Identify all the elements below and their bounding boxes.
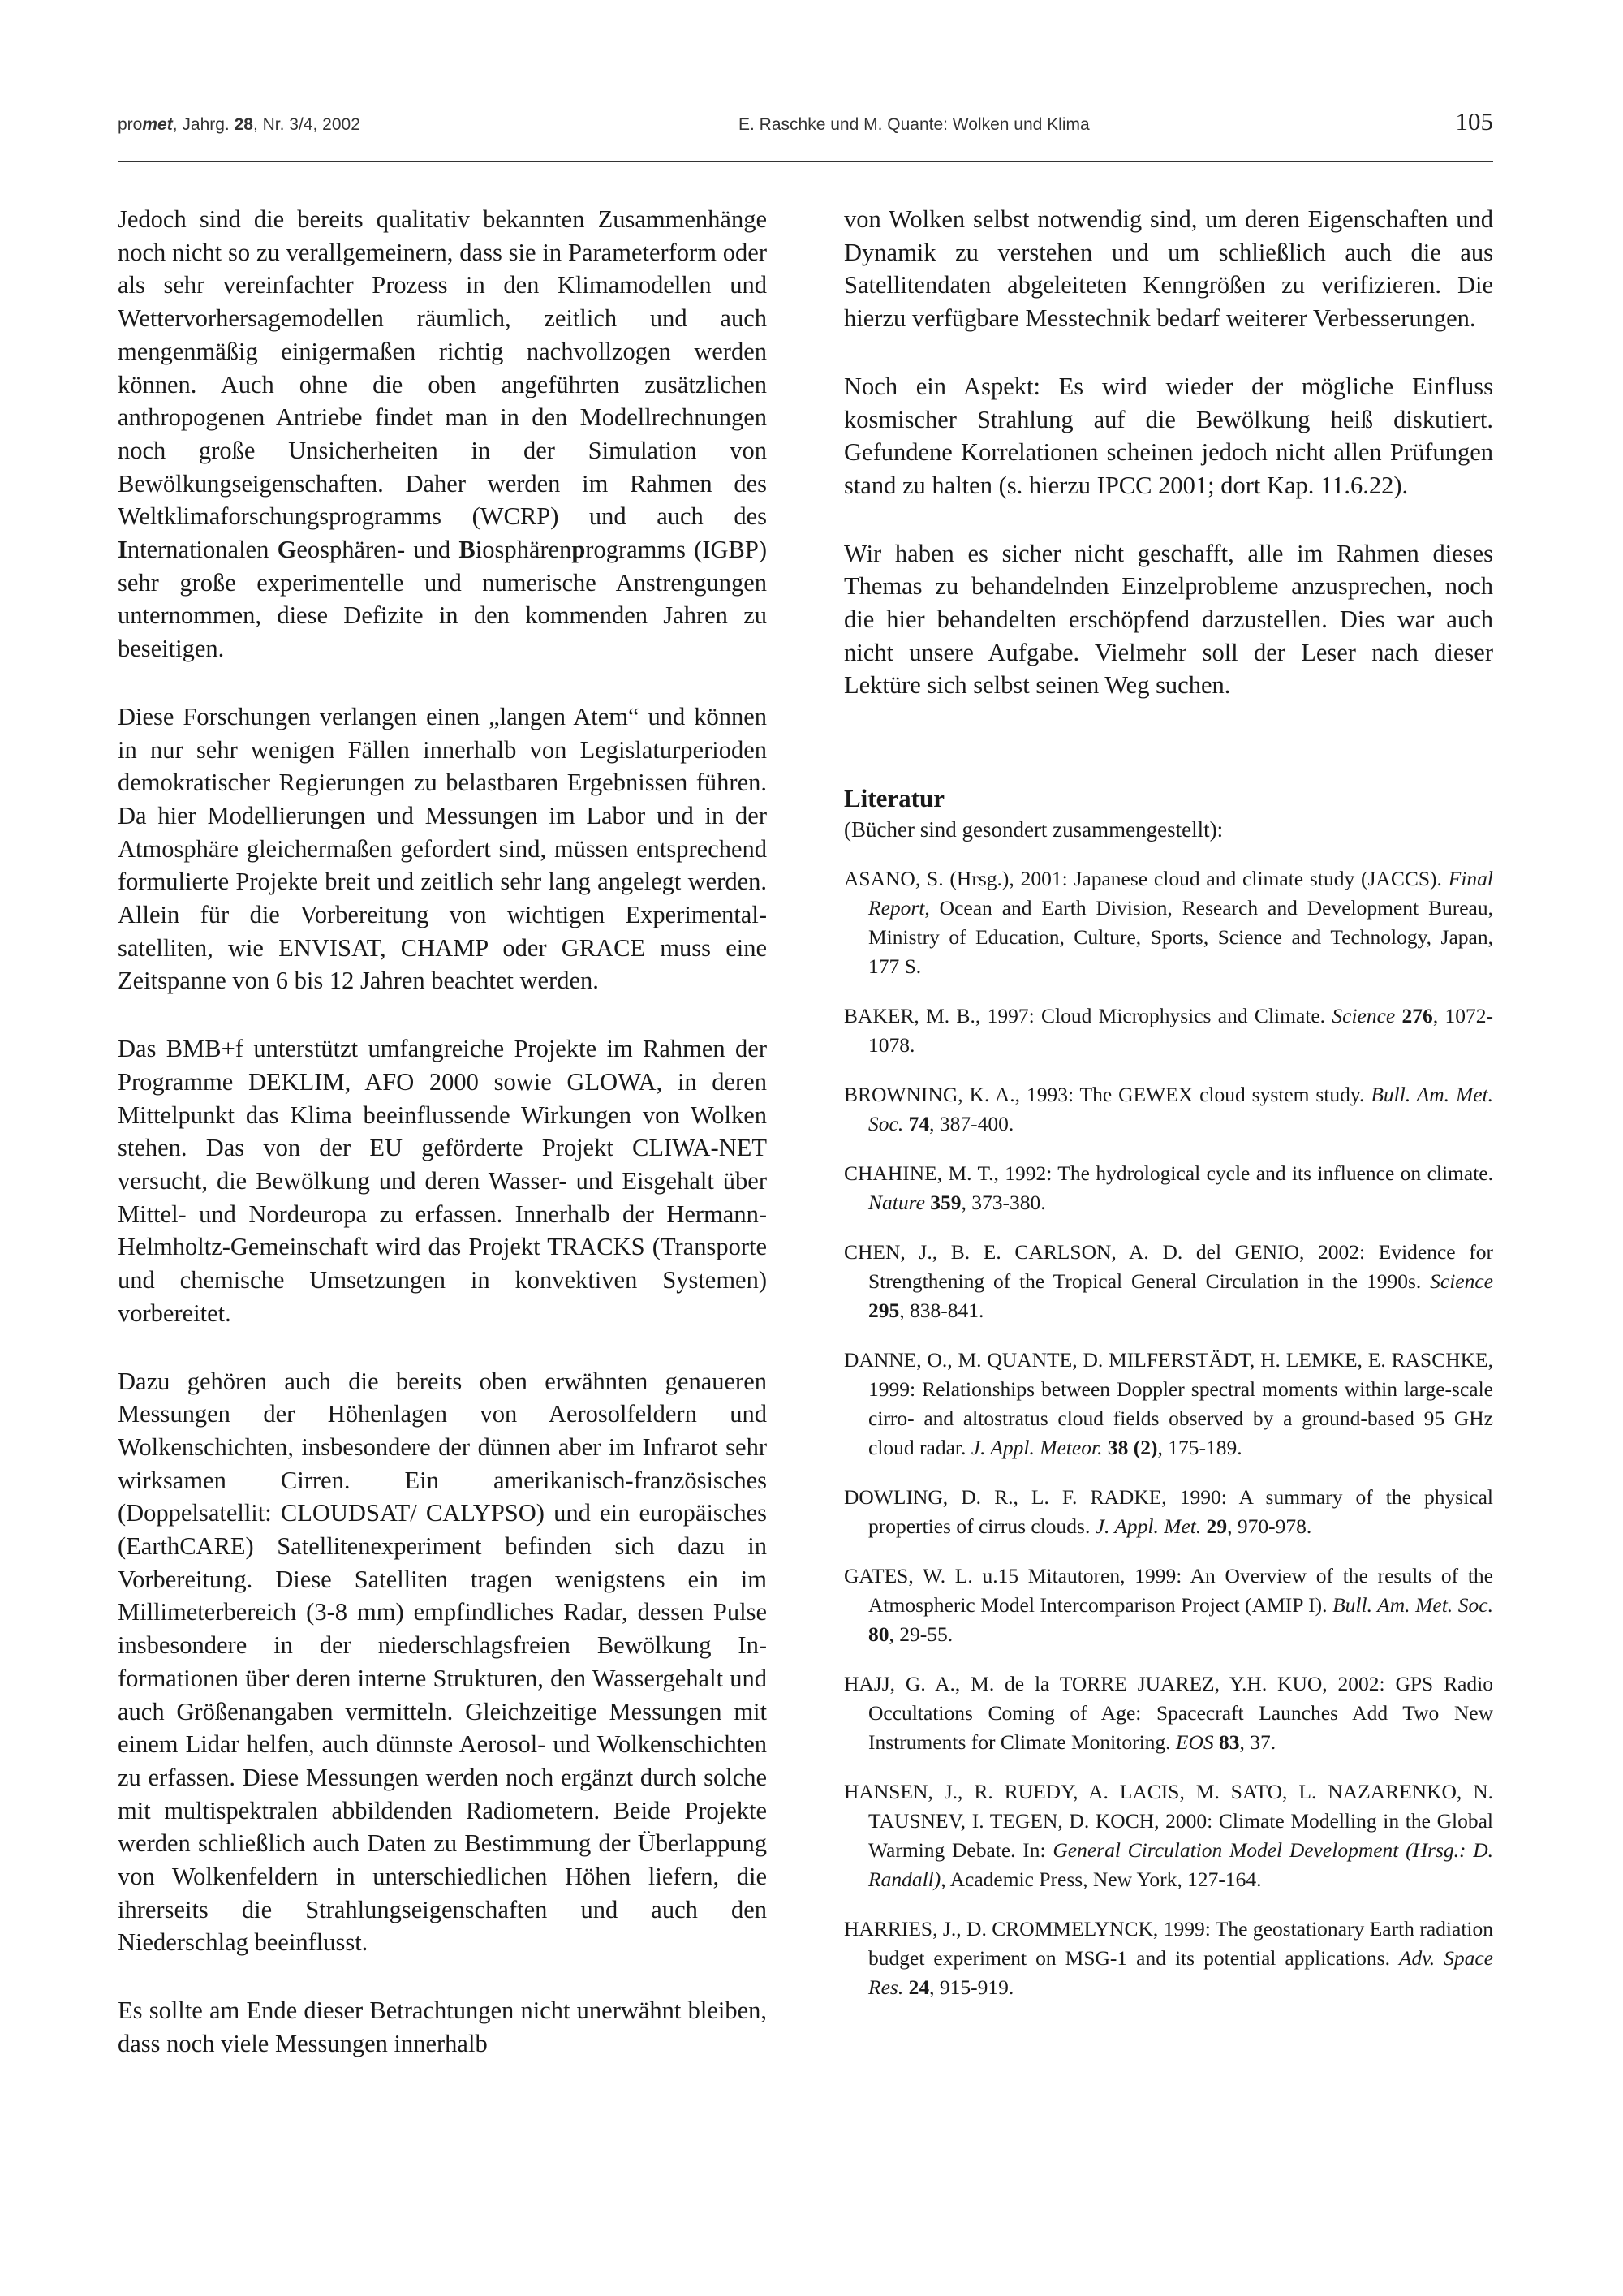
text-run: Jedoch sind die bereits qualitativ bekannten Zusammenhänge noch nicht so zu verallgemeinern, dass sie in Parameterform oder als sehr vereinfachter Prozess in den Klimamodellen und Wettervorhersagemodellen räumlich, zeitlich und auch mengenmäßig einigermaßen richtig nachvollzogen werden können. Auch ohne die oben angeführten zusätzlichen anthropogenen Antriebe findet man in den Modellrechnungen noch große Unsicherheiten in der Simulation von Bewölkungseigenschaften. Daher werden im Rahmen des Weltklimaforschungsprogramms (WCRP) und auch des (118, 205, 767, 531)
issue-info: , Nr. 3/4, 2002 (252, 115, 360, 134)
ref-volume: 38 (2) (1102, 1436, 1158, 1460)
ref-pages: , 970-978. (1227, 1514, 1312, 1539)
ref-journal: Science (1332, 1004, 1396, 1028)
literature-subheading: (Bücher sind gesondert zusammengestellt): (844, 817, 1224, 842)
acronym-letter: G (277, 536, 297, 564)
reference-item (844, 1346, 1493, 1462)
page-number: 105 (1455, 107, 1493, 136)
paragraph: Noch ein Aspekt: Es wird wieder der mögliche Einfluss kosmischer Strahlung auf die Bewölkung heiß diskutiert. Gefundene Korrelationen scheinen jedoch nicht allen Prüfungen stand zu halten (s. hierzu IPCC 2001; dort Kap. 11.6.22). (844, 372, 1493, 499)
reference-item (844, 1562, 1493, 1649)
ref-text: ASANO, S. (Hrsg.), 2001: Japanese cloud and climate study (JACCS). (844, 867, 1449, 891)
ref-journal: Science (1430, 1269, 1493, 1294)
reference-item (844, 864, 1493, 981)
acronym-letter: I (118, 536, 127, 564)
ref-journal: EOS (1175, 1730, 1214, 1755)
reference-item (844, 1159, 1493, 1217)
journal-citation (118, 115, 360, 135)
ref-volume: 74 (903, 1112, 930, 1136)
ref-text: DOWLING, D. R., L. F. RADKE, 1990: A summary of the physical properties of cirrus clouds. (844, 1485, 1493, 1539)
ref-volume: 295 (868, 1299, 900, 1323)
journal-name-suffix: met (142, 115, 173, 134)
reference-item (844, 1915, 1493, 2002)
ref-pages: , 29-55. (889, 1622, 954, 1647)
running-title: E. Raschke und M. Quante: Wolken und Klima (738, 115, 1090, 134)
ref-volume: 29 (1201, 1514, 1228, 1539)
paragraph: von Wolken selbst notwendig sind, um deren Eigenschaften und Dynamik zu verstehen und um schließlich auch die aus Satellitendaten abgeleiteten Kenngrößen zu verifizieren. Die hierzu verfügbare Messtechnik bedarf weiterer Verbesserungen. (844, 205, 1493, 333)
ref-volume: 359 (924, 1191, 962, 1215)
ref-text: GATES, W. L. u.15 Mitautoren, 1999: An Overview of the results of the Atmospheric Model Intercomparison Project (AMIP I). (844, 1564, 1493, 1618)
paragraph: Wir haben es sicher nicht geschafft, alle im Rahmen dieses Themas zu behandelnden Einzelprobleme anzusprechen, noch die hier behandelten erschöpfend darzustellen. Dies war auch nicht unsere Aufgabe. Vielmehr soll der Leser nach dieser Lektüre sich selbst seinen Weg suchen. (844, 539, 1493, 700)
literature-heading: Literatur (844, 784, 945, 813)
reference-item (844, 1002, 1493, 1060)
acronym-letter: p (571, 536, 586, 564)
ref-journal: J. Appl. Met. (1095, 1514, 1202, 1539)
ref-journal: Bull. Am. Met. Soc. (1332, 1593, 1493, 1618)
ref-text: BAKER, M. B., 1997: Cloud Microphysics and Climate. (844, 1004, 1332, 1028)
ref-pages: , Academic Press, New York, 127-164. (941, 1867, 1262, 1892)
ref-journal: General Circulation Model Development (Hrsg.: D. Randall) (868, 1838, 1493, 1892)
right-column (844, 203, 1493, 2022)
ref-text: CHAHINE, M. T., 1992: The hydrological cycle and its influence on climate. (844, 1161, 1493, 1186)
issue-prefix: , Jahrg. (172, 115, 235, 134)
ref-journal: Adv. Space Res. (868, 1946, 1493, 2000)
ref-pages: , 373-380. (961, 1191, 1046, 1215)
text-run: rogramms (IGBP) sehr große experimentelle und numerische Anstrengungen unternommen, diese Defizite in den kommenden Jahren zu beseitigen. (118, 536, 768, 663)
text-run: nternationalen (127, 536, 278, 564)
ref-pages: , 387-400. (929, 1112, 1014, 1136)
reference-item (844, 1669, 1493, 1757)
ref-pages: , Ocean and Earth Division, Research and Development Bureau, Ministry of Education, Culture, Sports, Science and Technology, Japan, 177 S. (868, 896, 1493, 979)
ref-journal: Nature (868, 1191, 925, 1215)
ref-volume: 80 (868, 1622, 889, 1647)
ref-text: HANSEN, J., R. RUEDY, A. LACIS, M. SATO, L. NAZARENKO, N. TAUSNEV, I. TEGEN, D. KOCH, 2000: Climate Modelling in the Global Warming Debate. In: (844, 1780, 1493, 1863)
paragraph (118, 203, 767, 666)
acronym-letter: B (458, 536, 476, 564)
paragraph: Diese Forschungen verlangen einen „langen Atem“ und können in nur sehr wenigen Fällen innerhalb von Legislaturperioden demokratischer Regierungen zu belastbaren Ergebnissen führen. Da hier Modellierungen und Messungen im Labor und in der Atmosphäre gleichermaßen gefordert sind, müssen entsprechend formulierte Projekte breit und zeitlich sehr lang angelegt werden. Allein für die Vorbereitung von wichtigen Experimentalsatelliten, wie ENVISAT, CHAMP oder GRACE muss eine Zeitspanne von 6 bis 12 Jahren beachtet werden. (118, 702, 767, 995)
text-run: eosphären- und (296, 536, 459, 564)
ref-text: HARRIES, J., D. CROMMELYNCK, 1999: The geostationary Earth radiation budget experiment on MSG-1 and its potential applications. (844, 1917, 1493, 1971)
page-header (118, 104, 1493, 162)
ref-volume: 24 (903, 1975, 930, 2000)
ref-text: HAJJ, G. A., M. de la TORRE JUAREZ, Y.H. KUO, 2002: GPS Radio Occultations Coming of Age: Spacecraft Launches Add Two New Instruments for Climate Monitoring. (844, 1672, 1493, 1755)
ref-text: CHEN, J., B. E. CARLSON, A. D. del GENIO, 2002: Evidence for Strengthening of the Tropical General Circulation in the 1990s. (844, 1240, 1493, 1294)
reference-list (844, 864, 1493, 2002)
reference-item (844, 1238, 1493, 1325)
text-run: iosphären (475, 536, 572, 564)
ref-volume: 83 (1213, 1730, 1240, 1755)
ref-pages: , 915-919. (929, 1975, 1014, 2000)
paragraph: Das BMB+f unterstützt umfangreiche Projekte im Rahmen der Programme DEKLIM, AFO 2000 sowie GLOWA, in deren Mittelpunkt das Klima beeinflussende Wirkungen von Wolken stehen. Das von der EU geförderte Projekt CLIWA-NET versucht, die Bewölkung und deren Wasser- und Eisgehalt über Mittel- und Nordeuropa zu erfassen. Innerhalb der Hermann-Helmholtz-Gemeinschaft wird das Projekt TRACKS (Transporte und chemische Umsetzungen in konvektiven Systemen) vorbereitet. (118, 1035, 767, 1327)
ref-pages: , 838-841. (899, 1299, 984, 1323)
journal-name-prefix: pro (118, 115, 143, 134)
left-column (118, 203, 767, 2096)
reference-item (844, 1080, 1493, 1139)
ref-text: BROWNING, K. A., 1993: The GEWEX cloud system study. (844, 1083, 1371, 1107)
ref-pages: , 175-189. (1157, 1436, 1242, 1460)
ref-journal: J. Appl. Meteor. (971, 1436, 1103, 1460)
ref-pages: , 1072-1078. (868, 1004, 1494, 1058)
journal-volume: 28 (234, 115, 253, 134)
paragraph: Dazu gehören auch die bereits oben erwähnten genaueren Messungen der Höhenlagen von Aerosolfeldern und Wolkenschichten, insbesondere der dünnen aber im Infrarot sehr wirksamen Cirren. Ein amerikanisch-französisches (Doppelsatellit: CLOUDSAT/ CALYPSO) und ein europäisches (EarthCARE) Satellitenexperiment befinden sich dazu in Vorbereitung. Diese Satelliten tragen wenigstens ein im Millimeterbereich (3-8 mm) empfindliches Radar, dessen Pulse insbesondere in der niederschlagsfreien Bewölkung Informationen über deren interne Strukturen, den Wassergehalt und auch Größenangaben vermitteln. Gleichzeitige Messungen mit einem Lidar helfen, auch dünnste Aerosol- und Wolkenschichten zu erfassen. Diese Messungen werden noch ergänzt durch solche mit multispektralen abbildenden Radiometern. Beide Projekte werden schließlich auch Daten zu Bestimmung der Überlappung von Wolkenfeldern in unterschiedlichen Höhen liefern, die ihrerseits die Strahlungseigenschaften und auch den Niederschlag beeinflusst. (118, 1367, 767, 1957)
reference-item (844, 1777, 1493, 1894)
ref-volume: 276 (1395, 1004, 1433, 1028)
ref-journal: Bull. Am. Met. Soc. (868, 1083, 1494, 1136)
ref-text: DANNE, O., M. QUANTE, D. MILFERSTÄDT, H. LEMKE, E. RASCHKE, 1999: Relationships between Doppler spectral moments within large-scale cirro- and altostratus cloud fields observed by a ground-based 95 GHz cloud radar. (844, 1348, 1493, 1460)
paragraph: Es sollte am Ende dieser Betrachtungen nicht unerwähnt bleiben, dass noch viele Messungen innerhalb (118, 1997, 767, 2057)
ref-journal: Final Report (868, 867, 1493, 920)
reference-item (844, 1483, 1493, 1541)
ref-pages: , 37. (1239, 1730, 1276, 1755)
